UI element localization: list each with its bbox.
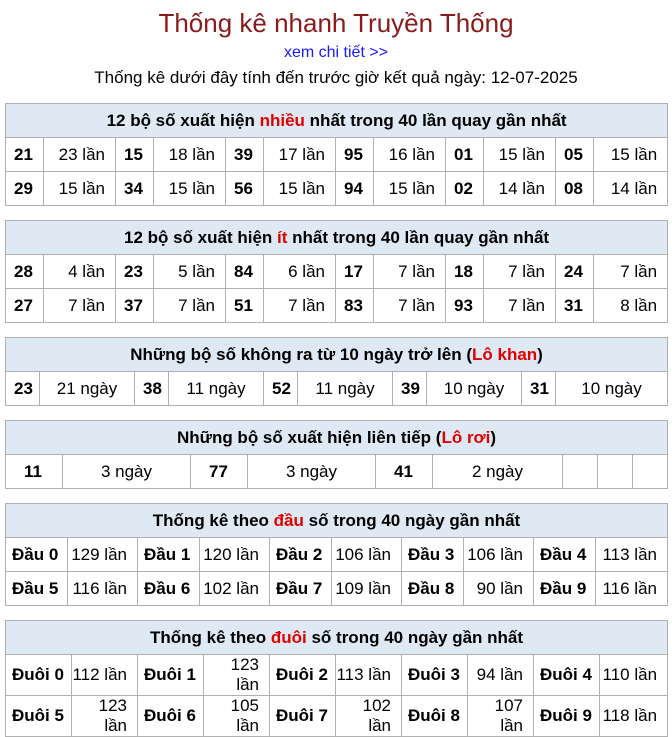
number-count: 7 lần [594, 255, 668, 289]
number-count: 7 lần [484, 289, 556, 323]
number-count: 15 lần [484, 138, 556, 172]
duoi-label: Đuôi 5 [6, 696, 72, 737]
header-highlight: nhiều [259, 110, 305, 130]
number-label: 39 [226, 138, 264, 172]
lo-roi-number: 11 [6, 455, 63, 489]
dau-label: Đầu 6 [138, 572, 200, 606]
duoi-count: 123 lần [204, 655, 270, 696]
header-text: ) [490, 427, 497, 447]
number-label: 51 [226, 289, 264, 323]
number-count: 15 lần [154, 172, 226, 206]
duoi-count: 107 lần [468, 696, 534, 737]
number-label: 17 [336, 255, 374, 289]
number-label: 23 [116, 255, 154, 289]
dau-label: Đầu 7 [270, 572, 332, 606]
header-text: 12 bộ số xuất hiện [106, 110, 260, 130]
duoi-count: 112 lần [72, 655, 138, 696]
lo-khan-header [6, 338, 668, 372]
lo-roi-header [6, 421, 668, 455]
duoi-label: Đuôi 9 [534, 696, 600, 737]
header-highlight: Lô khan [472, 344, 538, 364]
duoi-count: 123 lần [72, 696, 138, 737]
number-count: 17 lần [264, 138, 336, 172]
duoi-label: Đuôi 4 [534, 655, 600, 696]
lo-khan-number: 52 [264, 372, 298, 406]
number-label: 95 [336, 138, 374, 172]
duoi-count: 94 lần [468, 655, 534, 696]
dau-count: 102 lần [200, 572, 270, 606]
most-frequent-header [6, 104, 668, 138]
number-label: 83 [336, 289, 374, 323]
duoi-label: Đuôi 6 [138, 696, 204, 737]
header-text: Thống kê theo [152, 510, 274, 530]
lo-khan-days: 11 ngày [298, 372, 393, 406]
duoi-label: Đuôi 7 [270, 696, 336, 737]
dau-label: Đầu 2 [270, 538, 332, 572]
lo-khan-number: 23 [6, 372, 40, 406]
number-count: 14 lần [594, 172, 668, 206]
number-count: 15 lần [374, 172, 446, 206]
number-label: 31 [556, 289, 594, 323]
least-frequent-header [6, 221, 668, 255]
duoi-label: Đuôi 8 [402, 696, 468, 737]
duoi-count: 110 lần [600, 655, 668, 696]
number-label: 84 [226, 255, 264, 289]
number-label: 93 [446, 289, 484, 323]
number-label: 05 [556, 138, 594, 172]
lo-khan-number: 31 [522, 372, 556, 406]
number-label: 01 [446, 138, 484, 172]
most-frequent-table [5, 103, 668, 206]
number-label: 94 [336, 172, 374, 206]
number-count: 23 lần [44, 138, 116, 172]
number-label: 21 [6, 138, 44, 172]
detail-link[interactable]: xem chi tiết >> [283, 44, 389, 61]
number-label: 37 [116, 289, 154, 323]
number-count: 7 lần [374, 255, 446, 289]
header-highlight: đầu [273, 510, 304, 530]
number-count: 16 lần [374, 138, 446, 172]
empty-cell [633, 455, 668, 489]
dau-label: Đầu 9 [534, 572, 596, 606]
dau-count: 106 lần [464, 538, 534, 572]
dau-count: 109 lần [332, 572, 402, 606]
lo-roi-days: 3 ngày [248, 455, 376, 489]
empty-cell [563, 455, 598, 489]
dau-label: Đầu 8 [402, 572, 464, 606]
lo-khan-table [5, 337, 668, 406]
number-label: 34 [116, 172, 154, 206]
number-label: 24 [556, 255, 594, 289]
number-label: 56 [226, 172, 264, 206]
dau-count: 116 lần [68, 572, 138, 606]
lo-khan-days: 21 ngày [40, 372, 135, 406]
duoi-count: 118 lần [600, 696, 668, 737]
empty-cell [598, 455, 633, 489]
lo-roi-days: 3 ngày [63, 455, 191, 489]
duoi-label: Đuôi 3 [402, 655, 468, 696]
dau-label: Đầu 5 [6, 572, 68, 606]
lo-khan-number: 39 [393, 372, 427, 406]
number-label: 18 [446, 255, 484, 289]
number-count: 15 lần [44, 172, 116, 206]
number-count: 18 lần [154, 138, 226, 172]
number-label: 08 [556, 172, 594, 206]
number-count: 5 lần [154, 255, 226, 289]
header-text: Những bộ số không ra từ 10 ngày trở lên ( [130, 344, 472, 364]
lo-khan-days: 10 ngày [556, 372, 668, 406]
lo-roi-table [5, 420, 668, 489]
number-count: 14 lần [484, 172, 556, 206]
page-subtitle: Thống kê dưới đây tính đến trước giờ kết quả ngày: 12-07-2025 [94, 68, 578, 87]
number-label: 28 [6, 255, 44, 289]
page-title: Thống kê nhanh Truyền Thống [158, 8, 514, 38]
header-text: 12 bộ số xuất hiện [124, 227, 278, 247]
number-count: 7 lần [374, 289, 446, 323]
dau-label: Đầu 0 [6, 538, 68, 572]
dau-count: 116 lần [596, 572, 668, 606]
header-highlight: Lô rơi [441, 427, 491, 447]
number-count: 7 lần [44, 289, 116, 323]
number-count: 15 lần [264, 172, 336, 206]
dau-table [5, 503, 668, 606]
dau-count: 90 lần [464, 572, 534, 606]
number-count: 4 lần [44, 255, 116, 289]
lo-khan-number: 38 [135, 372, 169, 406]
header-highlight: ít [277, 227, 288, 247]
dau-count: 106 lần [332, 538, 402, 572]
header-text: nhất trong 40 lần quay gần nhất [304, 110, 567, 130]
lo-roi-number: 77 [191, 455, 248, 489]
header-text: số trong 40 ngày gần nhất [303, 510, 521, 530]
duoi-count: 102 lần [336, 696, 402, 737]
dau-count: 113 lần [596, 538, 668, 572]
dau-label: Đầu 3 [402, 538, 464, 572]
number-label: 02 [446, 172, 484, 206]
dau-label: Đầu 1 [138, 538, 200, 572]
duoi-label: Đuôi 0 [6, 655, 72, 696]
duoi-header [6, 621, 668, 655]
duoi-count: 113 lần [336, 655, 402, 696]
number-count: 7 lần [154, 289, 226, 323]
duoi-count: 105 lần [204, 696, 270, 737]
header-text: số trong 40 ngày gần nhất [306, 627, 524, 647]
lo-khan-days: 10 ngày [427, 372, 522, 406]
number-label: 29 [6, 172, 44, 206]
lo-khan-days: 11 ngày [169, 372, 264, 406]
header-text: nhất trong 40 lần quay gần nhất [287, 227, 550, 247]
duoi-table [5, 620, 668, 737]
number-count: 7 lần [484, 255, 556, 289]
header-highlight: đuôi [270, 627, 307, 647]
number-label: 15 [116, 138, 154, 172]
number-count: 7 lần [264, 289, 336, 323]
header-text: Thống kê theo [149, 627, 271, 647]
header-text: ) [537, 344, 543, 364]
number-count: 6 lần [264, 255, 336, 289]
page-header [0, 0, 672, 88]
dau-count: 129 lần [68, 538, 138, 572]
duoi-label: Đuôi 2 [270, 655, 336, 696]
dau-count: 120 lần [200, 538, 270, 572]
least-frequent-table [5, 220, 668, 323]
dau-header [6, 504, 668, 538]
lo-roi-number: 41 [376, 455, 433, 489]
number-label: 27 [6, 289, 44, 323]
header-text: Những bộ số xuất hiện liên tiếp ( [176, 427, 442, 447]
duoi-label: Đuôi 1 [138, 655, 204, 696]
number-count: 15 lần [594, 138, 668, 172]
dau-label: Đầu 4 [534, 538, 596, 572]
lo-roi-days: 2 ngày [433, 455, 563, 489]
number-count: 8 lần [594, 289, 668, 323]
